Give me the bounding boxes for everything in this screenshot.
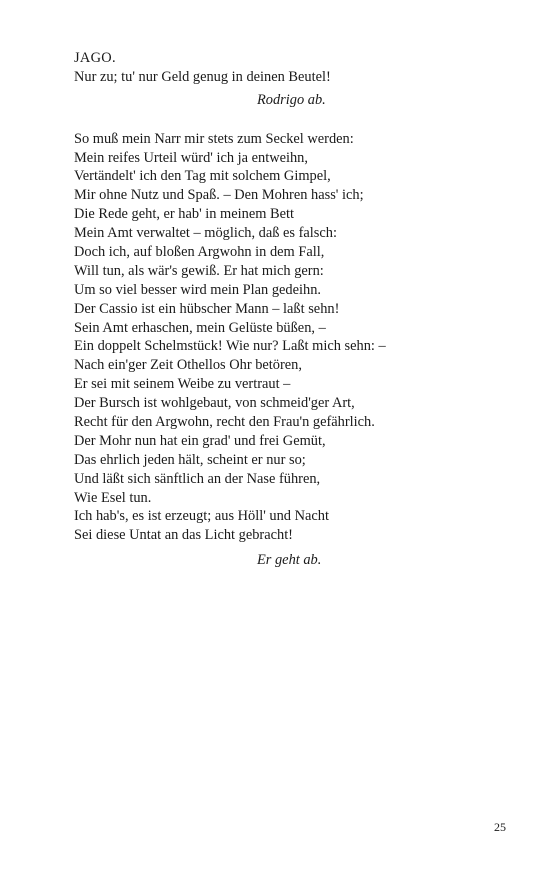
verse-line: Wie Esel tun.: [74, 489, 152, 506]
verse-line: Die Rede geht, er hab' in meinem Bett: [74, 206, 294, 223]
verse-line: Nach ein'ger Zeit Othellos Ohr betören,: [74, 357, 302, 374]
spacer: [74, 110, 524, 130]
verse-line: Sei diese Untat an das Licht gebracht!: [74, 527, 293, 544]
verse-line: Ich hab's, es ist erzeugt; aus Höll' und Nacht: [74, 508, 329, 525]
verse-line: Mein reifes Urteil würd' ich ja entweihn,: [74, 149, 308, 166]
verse-line: Er sei mit seinem Weibe zu vertraut –: [74, 376, 291, 393]
verse-line: So muß mein Narr mir stets zum Seckel werden:: [74, 130, 354, 147]
verse-line: Vertändelt' ich den Tag mit solchem Gimpel,: [74, 168, 331, 185]
verse-line: Nur zu; tu' nur Geld genug in deinen Beutel!: [74, 68, 331, 85]
verse-line: Mir ohne Nutz und Spaß. – Den Mohren hass' ich;: [74, 187, 364, 204]
page-number: 25: [494, 820, 506, 834]
page-body: [74, 49, 524, 570]
verse-line: Recht für den Argwohn, recht den Frau'n gefährlich.: [74, 414, 375, 431]
stage-direction: Er geht ab.: [257, 552, 322, 569]
verse-line: Um so viel besser wird mein Plan gedeihn.: [74, 281, 321, 298]
verse-line: Das ehrlich jeden hält, scheint er nur so;: [74, 451, 306, 468]
verse-line: Doch ich, auf bloßen Argwohn in dem Fall,: [74, 244, 325, 261]
stage-direction: Rodrigo ab.: [257, 91, 326, 108]
monologue: [74, 130, 524, 546]
verse-line: Der Bursch ist wohlgebaut, von schmeid'ger Art,: [74, 395, 355, 412]
verse-line: Mein Amt verwaltet – möglich, daß es falsch:: [74, 225, 337, 242]
speaker-name: JAGO.: [74, 50, 116, 66]
verse-line: Will tun, als wär's gewiß. Er hat mich gern:: [74, 262, 324, 279]
verse-line: Sein Amt erhaschen, mein Gelüste büßen, –: [74, 319, 326, 336]
verse-line: Und läßt sich sänftlich an der Nase führen,: [74, 470, 321, 487]
verse-line: Der Mohr nun hat ein grad' und frei Gemüt,: [74, 432, 326, 449]
verse-line: Der Cassio ist ein hübscher Mann – laßt sehn!: [74, 300, 340, 317]
verse-line: Ein doppelt Schelmstück! Wie nur? Laßt mich sehn: –: [74, 338, 386, 355]
